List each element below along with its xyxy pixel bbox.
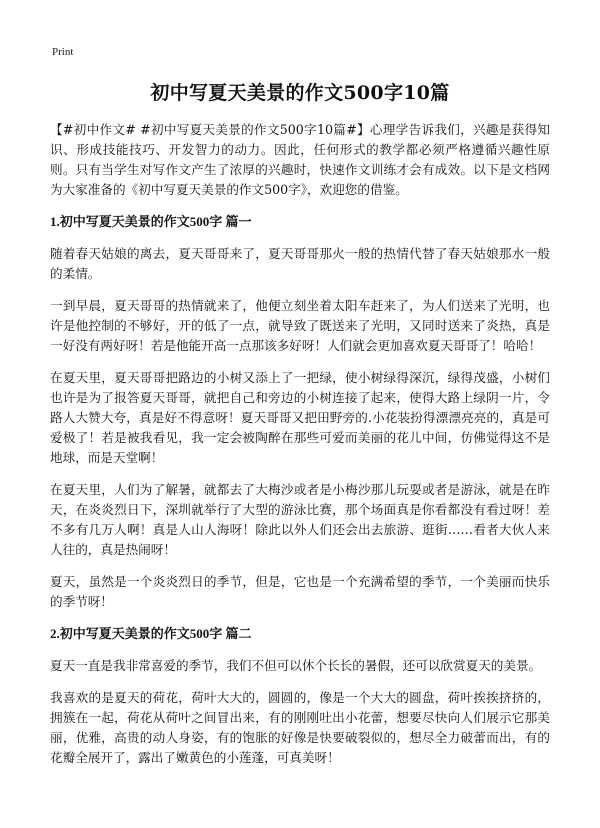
print-link[interactable]: Print bbox=[52, 46, 74, 58]
body-paragraph: 在夏天里，人们为了解暑，就都去了大梅沙或者是小梅沙那儿玩耍或者是游泳，就是在昨天，在炎炎烈日下，深圳就举行了大型的游泳比赛，那个场面真是你看都没有看过呀！差不多有几万人啊！真是人山人海呀！除此以外人们还会出去旅游、逛街……看者大伙人来人往的，真是热闹呀！ bbox=[50, 482, 550, 557]
body-paragraph: 一到早晨，夏天哥哥的热情就来了，他便立刻坐着太阳车赶来了，为人们送来了光明，也许是他控制的不够好，开的低了一点，就导致了既送来了光明，又同时送来了炎热，真是一好没有两好呀！若是他能开高一点那该多好呀！人们就会更加喜欢夏天哥哥了！哈哈！ bbox=[50, 298, 550, 353]
section-heading: 2.初中写夏天美景的作文500字 篇二 bbox=[50, 626, 252, 641]
body-paragraph: 随着春天姑娘的离去，夏天哥哥来了，夏天哥哥那火一般的热情代替了春天姑娘那水一般的柔情。 bbox=[50, 246, 550, 281]
body-paragraph: 夏天，虽然是一个炎炎烈日的季节，但是，它也是一个充满希望的季节，一个美丽而快乐的季节呀！ bbox=[50, 574, 550, 609]
article-body bbox=[50, 120, 550, 780]
intro-paragraph: 【#初中作文# #初中写夏天美景的作文500字10篇#】心理学告诉我们，兴趣是获得知识、形成技能技巧、开发智力的动力。因此，任何形式的教学都必须严格遵循兴趣性原则。只有当学生对写作文产生了浓厚的兴趣时，快速作文训练才会有成效。以下是文档网为大家准备的《初中写夏天美景的作文500字》，欢迎您的借鉴。 bbox=[50, 122, 550, 197]
section-heading: 1.初中写夏天美景的作文500字 篇一 bbox=[50, 214, 252, 229]
page-title: 初中写夏天美景的作文500字10篇 bbox=[150, 82, 450, 104]
body-paragraph: 在夏天里，夏天哥哥把路边的小树又添上了一把绿，使小树绿得深沉，绿得茂盛，小树们也许是为了报答夏天哥哥，就把自己和旁边的小树连接了起来，使得大路上绿阴一片，令路人大赞大夸，真是好不得意呀！夏天哥哥又把田野旁的.小花装扮得漂漂亮亮的，真是可爱极了！若是被我看见，我一定会被陶醉在那些可爱而美丽的花儿中间，仿佛觉得这不是地球，而是天堂啊！ bbox=[50, 370, 550, 465]
body-paragraph: 我喜欢的是夏天的荷花，荷叶大大的，圆圆的，像是一个大大的圆盘，荷叶挨挨挤挤的，拥簇在一起，荷花从荷叶之间冒出来，有的刚刚吐出小花蕾，想要尽快向人们展示它那美丽，优雅，高贵的动人身姿，有的饱胀的好像是快要破裂似的，想尽全力破蕾而出，有的花瓣全展开了，露出了嫩黄色的小莲蓬，可真美呀！ bbox=[50, 690, 550, 765]
body-paragraph: 夏天一直是我非常喜爱的季节，我们不但可以休个长长的暑假，还可以欣赏夏天的美景。 bbox=[50, 658, 542, 673]
